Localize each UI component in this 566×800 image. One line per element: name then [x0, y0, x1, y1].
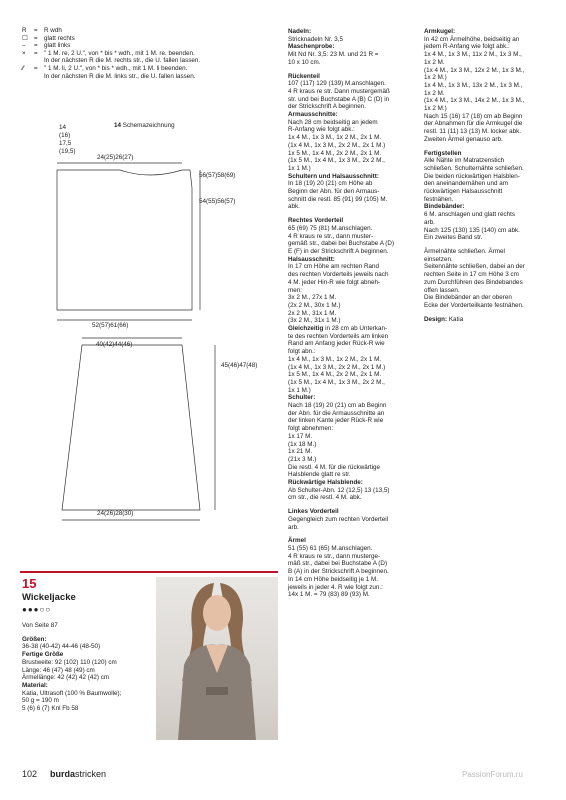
instruction-line: In 17 cm Höhe am rechten Rand	[288, 263, 380, 271]
instruction-line: (1x 4 M., 1x 3 M., 2x 2 M., 2x 1 M.)	[288, 363, 386, 371]
instruction-line: Alle Nähte im Matratzenstich	[424, 157, 505, 165]
instruction-line: (1x 5 M., 1x 4 M., 1x 3 M., 2x 2 M.,	[288, 157, 385, 165]
back-left-dim-1: 14	[59, 124, 67, 131]
detail-line: 5 (6) 6 (7) Knl Fb 58	[22, 705, 79, 713]
instruction-line: (1x 4 M., 1x 3 M., 12x 2 M., 1x 3 M.,	[424, 66, 525, 74]
sleeve-bottom-label: 24(26)28(30)	[97, 510, 134, 517]
section-heading: Rückwärtige Halsblende:	[288, 479, 363, 487]
instruction-line: Zweiten Ärmel genauso arb.	[424, 135, 503, 143]
sleeve-top-label: 40(42)44(46)	[96, 341, 133, 348]
detail-line: Länge: 46 (47) 48 (49) cm	[22, 666, 95, 674]
instruction-line: der Abn. für die Armausschnitte an	[288, 409, 385, 417]
section-heading: Rechtes Vorderteil	[288, 217, 344, 225]
legend-row	[22, 50, 262, 58]
section-heading: Linkes Vorderteil	[288, 508, 339, 516]
instruction-line: E (F) in der Strickschrift A beginnen.	[288, 247, 389, 255]
instruction-line: Ein zweites Band str.	[424, 234, 483, 242]
section-heading-line	[288, 173, 416, 181]
back-neck-label: 24(25)26(27)	[97, 154, 134, 161]
instruction-line: cm str., die restl. 4 M. abk.	[288, 494, 362, 502]
instruction-line: 51 (55) 61 (65) M.anschlagen.	[288, 545, 373, 552]
section-heading-line	[288, 394, 416, 402]
instruction-line: 1x 2 M.	[424, 89, 445, 97]
instruction-line: Beginn der Abn. für den Armaus-	[288, 188, 380, 196]
section-heading-line	[288, 256, 416, 264]
legend-text: R wdh	[44, 27, 62, 34]
instructions-column-2	[288, 28, 416, 599]
instruction-line: der Strickschrift A beginnen.	[288, 103, 367, 111]
legend-equals: =	[34, 49, 38, 57]
instruction-line: Nach 125 (130) 135 (140) cm abk.	[424, 226, 520, 234]
detail-heading: Fertige Größe	[22, 651, 64, 659]
instruction-line: In 42 cm Ärmelhöhe, beidseitig an	[424, 35, 520, 43]
instruction-line: 1x 2 M.)	[424, 105, 447, 113]
back-armhole-label: 56(57)58(69)	[199, 172, 236, 179]
instruction-line: mäß str., dabei bei Buchstabe A (D)	[288, 560, 388, 568]
instruction-line: Die Bindebänder an der oberen	[424, 294, 512, 302]
legend-equals: =	[34, 27, 38, 34]
instruction-line: 10 x 10 cm.	[288, 58, 321, 66]
schema-title	[114, 122, 175, 129]
pattern-title: Wickeljacke	[22, 592, 76, 603]
legend-text: " 1 M. re, 2 U.", von * bis * wdh., mit 1 M. re. beenden.	[44, 49, 195, 57]
section-heading-line	[288, 73, 416, 81]
instruction-line: Mit Nd Nr. 3,5: 23 M. und 21 R =	[288, 51, 379, 59]
difficulty-rating: ●●●○○	[22, 605, 52, 614]
section-heading: Nadeln:	[288, 28, 312, 35]
instruction-line: 1x 4 M., 1x 3 M., 11x 2 M., 1x 3 M.,	[424, 51, 522, 59]
instruction-line: 1x 5 M., 1x 4 M., 2x 2 M., 2x 1 M.	[288, 149, 382, 157]
instruction-line: der linken Kante jeder Rück-R wie	[288, 417, 384, 425]
instruction-line: abk.	[288, 203, 300, 211]
instruction-line: Gegengleich zum rechten Vorderteil	[288, 515, 389, 523]
legend-row	[22, 57, 262, 65]
section-heading: Maschenprobe:	[288, 43, 335, 51]
instruction-line: Nach 28 cm beidseitig an jedem	[288, 118, 378, 126]
section-heading-line	[288, 325, 416, 333]
instruction-line: offen lassen.	[424, 286, 460, 294]
instruction-line: Halsblende glatt re str.	[288, 471, 351, 479]
section-heading-line	[424, 203, 552, 211]
instruction-line: jedem R-Anfang wie folgt abk.:	[424, 43, 510, 51]
instruction-line: jeweils in jeder 4. R wie folgt zun.:	[288, 583, 383, 591]
instruction-line: (1x 4 M., 1x 3 M., 2x 2 M., 2x 1 M.)	[288, 141, 386, 149]
instruction-line: In 14 cm Höhe beidseitig je 1 M.	[288, 575, 378, 583]
section-heading: Fertigstellen	[424, 149, 462, 157]
instruction-line: 1x 21 M.	[288, 448, 313, 456]
section-heading: Ärmel	[288, 537, 306, 545]
instruction-line: (1x 4 M., 1x 3 M., 14x 2 M., 1x 3 M.,	[424, 97, 525, 105]
section-heading: Schultern und Halsausschnitt:	[288, 172, 379, 180]
section-heading-line	[424, 316, 552, 324]
instruction-line: Ecke der Vorderteilkante festnähen.	[424, 301, 524, 309]
section-heading: Bindebänder:	[424, 203, 465, 211]
instruction-line: (1x 18 M.)	[288, 440, 317, 448]
legend-symbol: –	[22, 42, 26, 50]
section-heading: Schulter:	[288, 394, 316, 402]
instruction-line: Nach 18 (19) 20 (21) cm ab Beginn	[288, 402, 387, 410]
legend-text: glatt links	[44, 42, 71, 50]
section-heading-line	[288, 217, 416, 225]
instruction-line: (3x 2 M., 31x 1 M.)	[288, 317, 341, 325]
instruction-line: folgt abnehmen:	[288, 425, 334, 433]
legend-symbol: ×	[22, 49, 26, 57]
detail-line: 50 g = 190 m	[22, 697, 59, 705]
instruction-line: 14x 1 M. = 79 (83) 89 (93) M.	[288, 591, 370, 599]
legend-symbol	[22, 73, 34, 81]
section-heading: Gleichzeitig	[288, 325, 324, 333]
section-heading-line	[288, 28, 416, 36]
instruction-line: gemäß str., dabei bei Buchstabe A (D)	[288, 240, 395, 248]
legend-equals: =	[34, 34, 38, 42]
sleeve-outline	[62, 345, 200, 510]
instruction-line: 1x 4 M., 1x 3 M., 13x 2 M., 1x 3 M.,	[424, 81, 523, 89]
instruction-line: 4 M. jeder Hin-R wie folgt abneh-	[288, 278, 381, 286]
model-photo	[156, 577, 278, 740]
detail-heading: Material:	[22, 681, 48, 689]
instruction-line: Ärmelnähte schließen. Ärmel	[424, 247, 505, 255]
instruction-line: 4 R kraus re str., dann musterge-	[288, 552, 381, 560]
instruction-line: der Abnahmen für die Armkugel die	[424, 120, 523, 128]
instruction-line: (21x 3 M.)	[288, 455, 317, 463]
legend-symbol: ☐	[22, 34, 28, 42]
legend-row	[22, 27, 262, 35]
legend-equals	[34, 57, 44, 65]
instruction-line: 4 R kraus re str. Dann mustergemäß	[288, 87, 390, 95]
instruction-line: men:	[288, 286, 302, 294]
legend-text: In der nächsten R die M. rechts str., die U. fallen lassen.	[44, 57, 201, 65]
back-side-label: 54(55)56(57)	[199, 198, 236, 205]
instruction-line: Ab Schulter-Abn. 12 (12,5) 13 (13,5)	[288, 486, 390, 494]
instruction-line: einsetzen.	[424, 255, 453, 263]
section-heading: Design:	[424, 315, 448, 323]
section-heading-line	[424, 28, 552, 36]
section-heading-line	[288, 508, 416, 516]
instruction-line: schnitt die restl. 85 (91) 99 (105) M.	[288, 195, 388, 203]
section-inline-text: Katia	[447, 315, 464, 323]
legend-equals	[34, 73, 44, 81]
instruction-line: (1x 5 M., 1x 4 M., 1x 3 M., 2x 2 M.,	[288, 378, 385, 386]
instruction-line: 1x 4 M., 1x 3 M., 1x 2 M., 2x 1 M.	[288, 134, 382, 142]
schema-title-num: 14	[114, 122, 122, 129]
magazine-brand	[50, 769, 106, 779]
legend-row	[22, 65, 262, 73]
instruction-line: restl. 11 (11) 13 (13) M. locker abk.	[424, 128, 522, 136]
instruction-line: arb.	[424, 218, 435, 226]
instruction-line: Die beiden rückwärtigen Halsblen-	[424, 172, 520, 180]
instruction-line: 2x 2 M., 31x 1 M.	[288, 309, 337, 317]
model-illustration	[156, 577, 278, 740]
sleeve-length-label: 45(46)47(48)	[221, 362, 258, 369]
instruction-line: 1x 4 M., 1x 3 M., 1x 2 M., 2x 1 M.	[288, 355, 382, 363]
instruction-line: 1x 5 M., 1x 4 M., 2x 2 M., 2x 1 M.	[288, 371, 382, 379]
instruction-line: (2x 2 M., 30x 1 M.)	[288, 301, 341, 309]
legend-text: glatt rechts	[44, 34, 75, 42]
instruction-line: Stricknadeln Nr. 3,5	[288, 35, 343, 43]
detail-line: Brustweite: 92 (102) 110 (120) cm	[22, 658, 117, 666]
instructions-column-3	[424, 28, 552, 323]
instruction-line: 4 R kraus re str., dann muster-	[288, 232, 374, 240]
instruction-line: des rechten Vorderteils jeweils nach	[288, 271, 389, 279]
instruction-line: 1x 2 M.)	[424, 74, 447, 82]
pattern-number: 15	[22, 576, 37, 591]
legend	[22, 27, 262, 80]
instruction-line: rückwärtigen Halsausschnitt	[424, 188, 503, 196]
schema-title-text: Schemazeichnung	[122, 122, 175, 129]
instruction-line: R-Anfang wie folgt abk.:	[288, 126, 355, 134]
instruction-line: zum Durchführen des Bindebandes	[424, 278, 523, 286]
section-heading: Halsausschnitt:	[288, 255, 335, 263]
instruction-line: 1x 2 M.	[424, 58, 445, 66]
instruction-line: 6 M. anschlagen und glatt rechts	[424, 211, 516, 219]
instruction-line: 1x 17 M.	[288, 432, 313, 440]
section-heading-line	[288, 479, 416, 487]
section-heading: Armausschnitte:	[288, 111, 338, 119]
back-left-dim-3: 17,5	[59, 140, 72, 147]
from-page: Von Seite 87	[22, 622, 58, 629]
instruction-line: str. und bei Buchstabe A (B) C (D) in	[288, 95, 390, 103]
brand-rest: stricken	[75, 769, 107, 779]
instruction-line: 3x 2 M., 27x 1 M.	[288, 294, 337, 302]
detail-line: Ärmellänge: 42 (42) 42 (42) cm	[22, 674, 110, 682]
page-number: 102	[22, 769, 38, 779]
instruction-line: rechten Seite in 17 cm Höhe 3 cm	[424, 271, 519, 279]
instruction-line: folgt abn.:	[288, 348, 316, 356]
instruction-line: Die restl. 4 M. für die rückwärtige	[288, 463, 381, 471]
pattern-details	[22, 622, 152, 713]
instruction-line: Nach 15 (16) 17 (18) cm ab Beginn	[424, 112, 523, 120]
back-outline	[57, 170, 192, 310]
detail-heading: Größen:	[22, 635, 47, 643]
back-left-dims	[59, 124, 75, 156]
instruction-line: B (A) in der Strickschrift A beginnen.	[288, 568, 389, 576]
section-heading-line	[288, 43, 416, 51]
legend-symbol: R	[22, 27, 27, 34]
section-heading-line	[288, 537, 416, 545]
instruction-line: 65 (69) 75 (81) M.anschlagen.	[288, 224, 373, 232]
instruction-line: schließen. Schulternähte schließen.	[424, 164, 524, 172]
instruction-line: te des rechten Vorderteils am linken	[288, 332, 389, 340]
instruction-line: 107 (117) 129 (139) M.anschlagen.	[288, 80, 386, 88]
instruction-line: festnähen.	[424, 195, 454, 203]
legend-symbol	[22, 57, 34, 65]
legend-equals: =	[34, 42, 38, 50]
legend-row	[22, 35, 262, 43]
section-heading-line	[288, 111, 416, 119]
legend-row	[22, 73, 262, 81]
legend-symbol: ⁄⁄	[22, 64, 25, 72]
instruction-line: Rand am Anfang jeder Rück-R wie	[288, 340, 385, 348]
section-heading: Rückenteil	[288, 72, 320, 80]
legend-text: In der nächsten R die M. links str., die U. fallen lassen.	[44, 72, 196, 80]
detail-line: 36-38 (40-42) 44-46 (48-50)	[22, 643, 101, 651]
instruction-line: Seitennähte schließen, dabei an der	[424, 263, 525, 271]
instruction-line: 1x 1 M.)	[288, 386, 311, 394]
section-heading-line	[424, 150, 552, 158]
instruction-line: 1x 1 M.)	[288, 164, 311, 172]
legend-equals: =	[34, 64, 38, 72]
instruction-line: den aneinandernähen und am	[424, 180, 509, 188]
back-width-label: 52(57)61(66)	[92, 322, 129, 329]
instruction-line: In 18 (19) 20 (21) cm Höhe ab	[288, 180, 373, 188]
watermark-site: PassionForum.ru	[462, 770, 523, 779]
instruction-line: arb.	[288, 523, 299, 531]
schema-drawing	[20, 130, 265, 540]
section-divider	[20, 571, 278, 573]
legend-text: " 1 M. li, 2 U.", von * bis * wdh., mit 1 M. li beenden.	[44, 64, 188, 72]
detail-line: Katia, Ultrasoft (100 % Baumwolle);	[22, 689, 122, 697]
section-inline-text: in 28 cm ab Unterkan-	[323, 325, 388, 333]
back-left-dim-4: (19,5)	[59, 148, 76, 155]
section-heading: Armkugel:	[424, 28, 456, 35]
brand-bold: burda	[50, 769, 76, 779]
legend-row	[22, 42, 262, 50]
back-left-dim-2: (16)	[59, 132, 71, 139]
